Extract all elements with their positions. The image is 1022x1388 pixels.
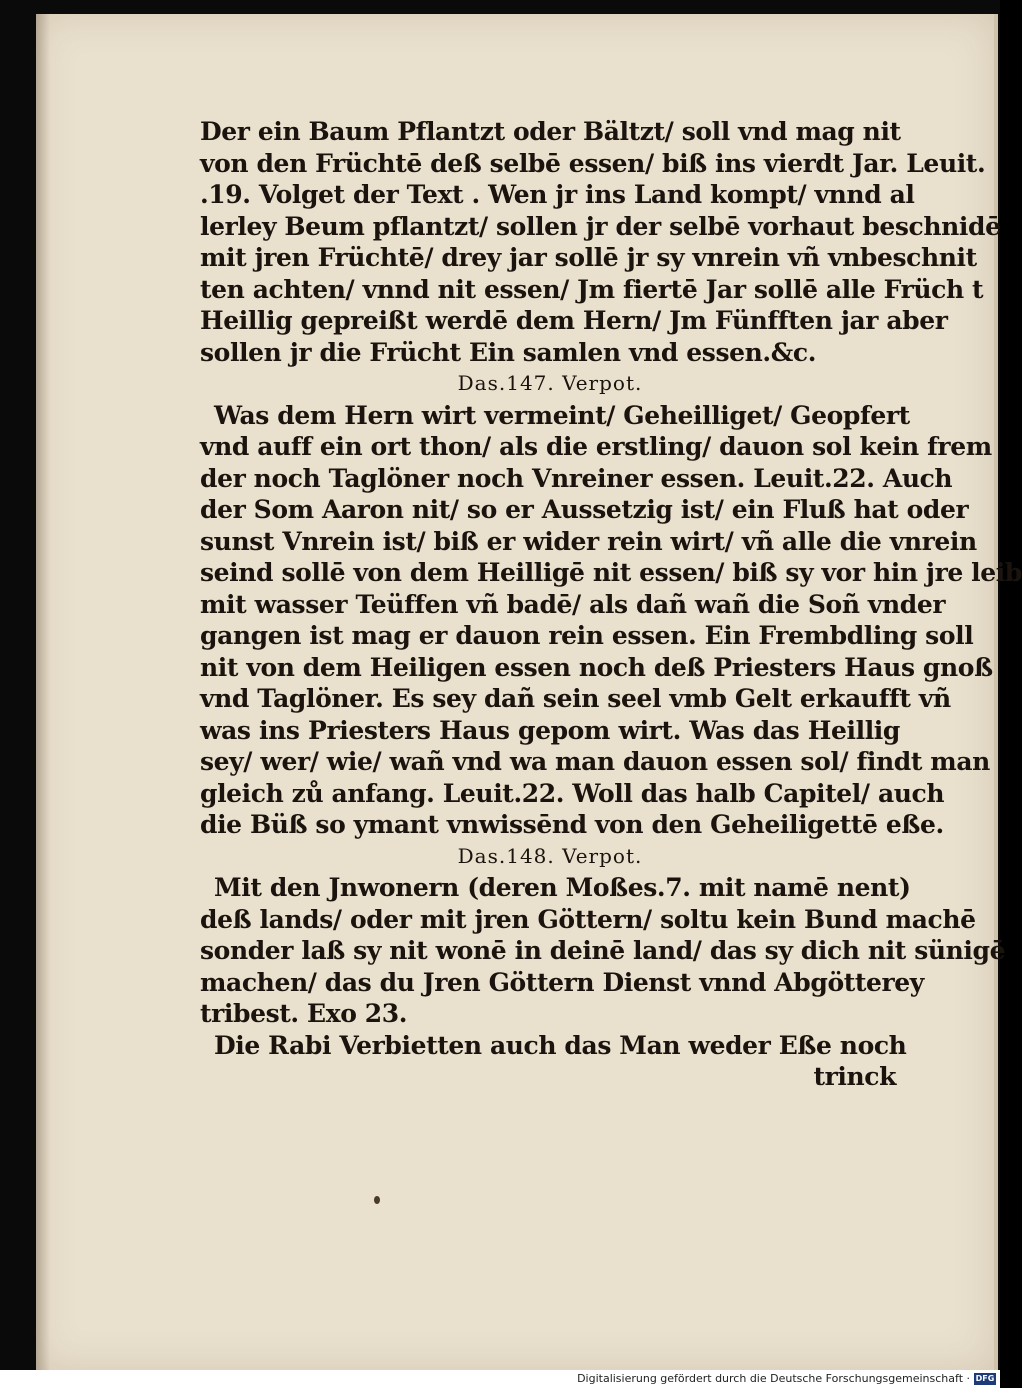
text-line: der Som Aaron nit/ so er Aussetzig ist/ ein Fluß hat oder bbox=[200, 495, 969, 524]
text-line: gangen ist mag er dauon rein essen. Ein Frembdling soll bbox=[200, 621, 974, 650]
text-line: seind sollē von dem Heilligē nit essen/ biß sy vor hin jre leib bbox=[200, 558, 1022, 587]
text-line: was ins Priesters Haus gepom wirt. Was das Heillig bbox=[200, 715, 900, 745]
page-gutter-shadow bbox=[36, 14, 50, 1370]
text-line: ten achten/ vnnd nit essen/ Jm fiertē Jar sollē alle Früch t bbox=[200, 274, 984, 304]
text-line: nit von dem Heiligen essen noch deß Priesters Haus gnoß bbox=[200, 652, 993, 682]
text-line: deß lands/ oder mit jren Göttern/ soltu kein Bund machē bbox=[200, 904, 976, 934]
text-line: der noch Taglöner noch Vnreiner essen. Leuit.22. Auch bbox=[200, 463, 953, 493]
catchword: trinck bbox=[813, 1062, 896, 1091]
text-line: Was dem Hern wirt vermeint/ Geheilliget/ Geopfert bbox=[214, 400, 910, 430]
text-line: mit wasser Teüffen vñ badē/ als dañ wañ die Soñ vnder bbox=[200, 589, 946, 619]
text-line: Heillig gepreißt werdē dem Hern/ Jm Fünfften jar aber bbox=[200, 306, 948, 335]
text-line: sonder laß sy nit wonē in deinē land/ das sy dich nit sünigē bbox=[200, 936, 1006, 965]
text-line: mit jren Früchtē/ drey jar sollē jr sy vnrein vñ vnbeschnit bbox=[200, 243, 977, 272]
dfg-logo: DFG bbox=[975, 1374, 995, 1383]
text-line: .19. Volget der Text . Wen jr ins Land kompt/ vnnd al bbox=[200, 180, 915, 209]
text-line: machen/ das du Jren Göttern Dienst vnnd Abgötterey bbox=[200, 967, 924, 997]
text-line: sey/ wer/ wie/ wañ vnd wa man dauon essen sol/ findt man bbox=[200, 747, 990, 776]
paper-speck bbox=[374, 1196, 380, 1204]
footer-credit: Digitalisierung gefördert durch die Deutsche Forschungsgemeinschaft · bbox=[577, 1372, 970, 1385]
text-line: tribest. Exo 23. bbox=[200, 999, 408, 1028]
section-heading: Das.147. Verpot. bbox=[457, 371, 643, 395]
page-text-block bbox=[200, 116, 1022, 1093]
digitization-footer bbox=[0, 1370, 1000, 1388]
text-line: vnd Taglöner. Es sey dañ sein seel vmb Gelt erkaufft vñ bbox=[200, 684, 951, 713]
text-line: die Büß so ymant vnwissēnd von den Geheiligettē eße. bbox=[200, 810, 944, 839]
text-line: von den Früchtē deß selbē essen/ biß ins vierdt Jar. Leuit. bbox=[200, 148, 986, 178]
text-line: Mit den Jnwonern (deren Moßes.7. mit namē nent) bbox=[214, 873, 911, 902]
text-line: sunst Vnrein ist/ biß er wider rein wirt/ vñ alle die vnrein bbox=[200, 526, 977, 556]
text-line: lerley Beum pflantzt/ sollen jr der selbē vorhaut beschnidē bbox=[200, 211, 1001, 241]
text-line: sollen jr die Frücht Ein samlen vnd essen.&c. bbox=[200, 337, 817, 367]
text-line: Der ein Baum Pflantzt oder Bältzt/ soll vnd mag nit bbox=[200, 117, 901, 146]
text-line: vnd auff ein ort thon/ als die erstling/ dauon sol kein frem bbox=[200, 432, 992, 461]
text-line: Die Rabi Verbietten auch das Man weder Eße noch bbox=[214, 1030, 907, 1060]
section-heading: Das.148. Verpot. bbox=[457, 843, 643, 868]
text-line: gleich zů anfang. Leuit.22. Woll das halb Capitel/ auch bbox=[200, 778, 945, 808]
